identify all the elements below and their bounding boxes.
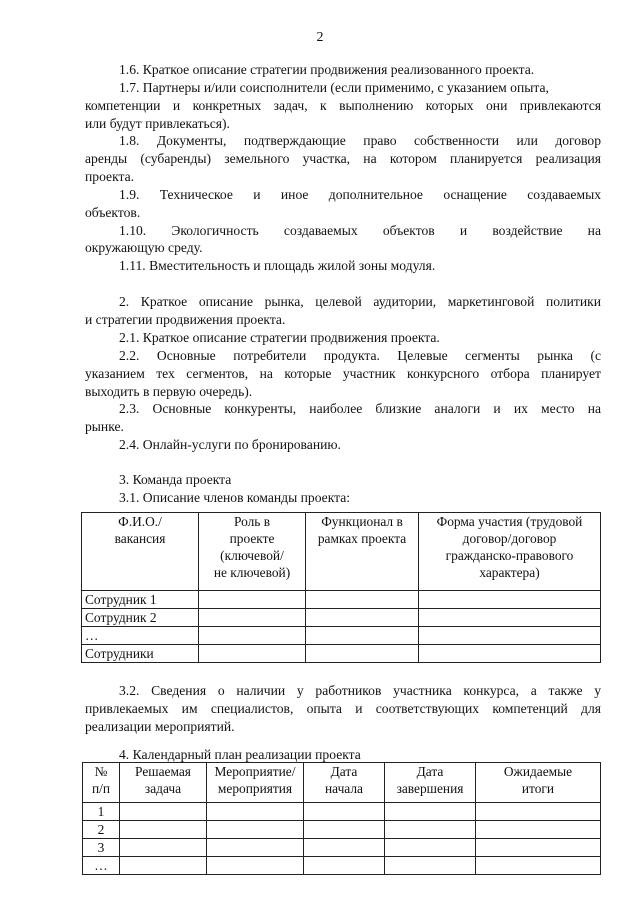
team-row-label: Сотрудник 2 — [82, 609, 199, 627]
item-2-2: 2.2. Основные потребители продукта. Целевые сегменты рынка (с — [119, 348, 601, 363]
team-row-label: Сотрудники — [82, 645, 199, 663]
item-1-7: 1.7. Партнеры и/или соисполнители (если применимо, с указанием опыта, — [119, 80, 549, 95]
item-1-9-cont: объектов. — [85, 205, 141, 220]
page-number: 2 — [316, 30, 324, 45]
plan-row-num: 3 — [83, 839, 120, 857]
table-row — [82, 591, 601, 609]
item-2-3: 2.3. Основные конкуренты, наиболее близкие аналоги и их место на — [119, 401, 601, 416]
item-2-4: 2.4. Онлайн-услуги по бронированию. — [119, 437, 341, 452]
section-4-heading: 4. Календарный план реализации проекта — [119, 747, 361, 762]
team-table-header — [82, 513, 601, 591]
item-1-6: 1.6. Краткое описание стратегии продвижения реализованного проекта. — [119, 62, 535, 77]
item-3-2-cont: привлекаемых им специалистов, опыта и соответствующих компетенций для — [85, 701, 601, 716]
table-row — [82, 645, 601, 663]
item-3-1: 3.1. Описание членов команды проекта: — [119, 490, 351, 505]
item-2-1: 2.1. Краткое описание стратегии продвижения проекта. — [119, 330, 440, 345]
team-table — [81, 512, 601, 663]
team-row-label: Сотрудник 1 — [82, 591, 199, 609]
item-1-11: 1.11. Вместительность и площадь жилой зоны модуля. — [119, 258, 436, 273]
plan-header-task: Решаемая задача — [120, 763, 207, 803]
item-1-8-cont: аренды (субаренды) земельного участка, на котором планируется реализация — [85, 151, 601, 166]
table-row — [83, 857, 601, 875]
section-2-heading-cont: и стратегии продвижения проекта. — [85, 312, 286, 327]
plan-header-start: Дата начала — [304, 763, 385, 803]
plan-row-num: … — [83, 857, 120, 875]
table-row — [83, 839, 601, 857]
section-2-heading: 2. Краткое описание рынка, целевой аудитории, маркетинговой политики — [119, 294, 601, 309]
plan-header-activity: Мероприятие/ мероприятия — [207, 763, 304, 803]
plan-header-end: Дата завершения — [385, 763, 476, 803]
plan-table — [82, 762, 601, 875]
item-1-10-cont: окружающую среду. — [85, 240, 203, 255]
item-2-2-cont: выходить в первую очередь). — [85, 384, 253, 399]
item-1-10: 1.10. Экологичность создаваемых объектов и воздействие на — [119, 223, 601, 238]
team-header-function: Функционал в рамках проекта — [306, 513, 419, 591]
item-1-9: 1.9. Техническое и иное дополнительное оснащение создаваемых — [119, 187, 601, 202]
section-3-heading: 3. Команда проекта — [119, 472, 232, 487]
table-row — [83, 821, 601, 839]
team-row-label: … — [82, 627, 199, 645]
table-row — [83, 803, 601, 821]
plan-row-num: 1 — [83, 803, 120, 821]
plan-header-num: № п/п — [83, 763, 120, 803]
item-3-2-cont: реализации мероприятий. — [85, 719, 235, 734]
plan-header-results: Ожидаемые итоги — [476, 763, 601, 803]
team-header-name: Ф.И.О./ вакансия — [82, 513, 199, 591]
item-3-2: 3.2. Сведения о наличии у работников участника конкурса, а также у — [119, 683, 601, 698]
table-row — [82, 627, 601, 645]
item-1-8: 1.8. Документы, подтверждающие право собственности или договор — [119, 133, 601, 148]
item-1-7-cont: компетенции и конкретных задач, к выполнению которых они привлекаются — [85, 98, 601, 113]
plan-table-header — [83, 763, 601, 803]
item-2-3-cont: рынке. — [85, 419, 124, 434]
team-header-form: Форма участия (трудовой договор/договор гражданско-правового характера) — [419, 513, 601, 591]
table-row — [82, 609, 601, 627]
team-header-role: Роль в проекте (ключевой/ не ключевой) — [199, 513, 306, 591]
item-1-7-cont: или будут привлекаться). — [85, 116, 230, 131]
item-1-8-cont: проекта. — [85, 169, 135, 184]
item-2-2-cont: указанием тех сегментов, на которые участник конкурсного отбора планирует — [85, 366, 601, 381]
plan-row-num: 2 — [83, 821, 120, 839]
